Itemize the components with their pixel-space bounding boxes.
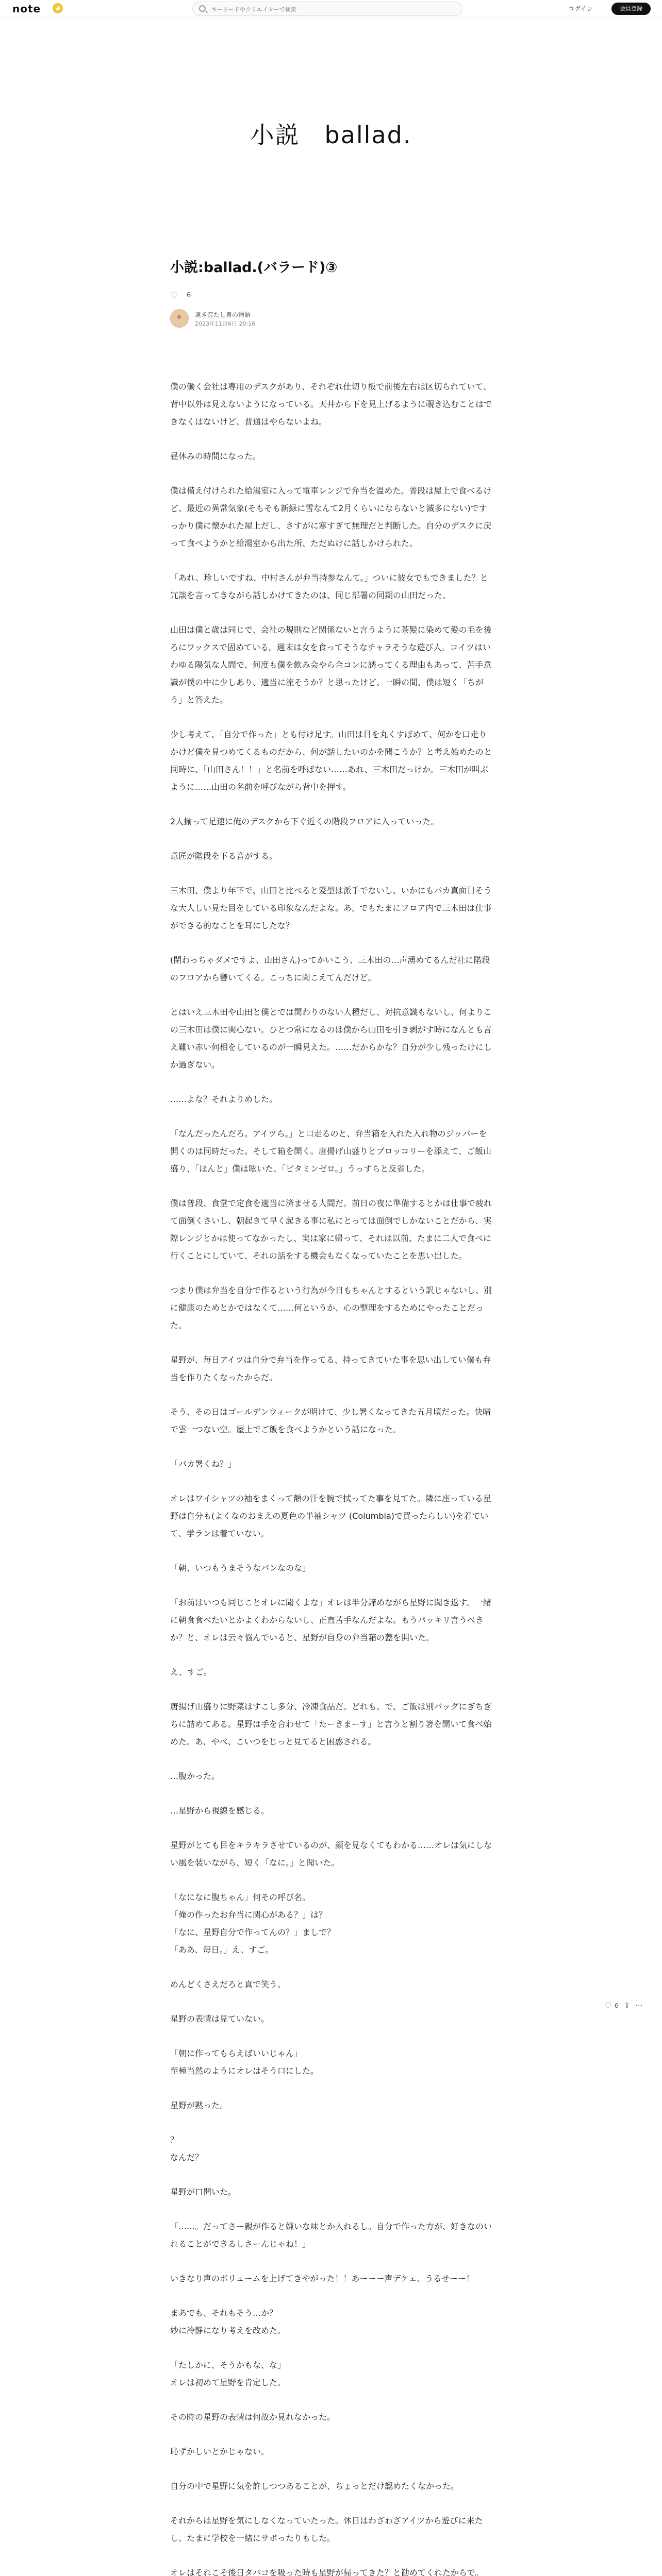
paragraph: 「なになに腹ちゃん」何その呼び名。 「俺の作ったお弁当に関心がある？」は？ 「なに、星野自分で作ってんの？」ましで？ 「ああ、毎日。」え、すご。 xyxy=(170,1892,336,1955)
search-box[interactable] xyxy=(192,2,462,16)
paragraph: 「お前はいつも同じことオレに聞くよな」オレは半分諦めながら星野に聞き返す。一緒に朝食食べたいとかよくわからないし、正直苦手なんだよな。もうパッキリ言うべきか？と、オレは云々悩んでいると、星野が自身の弁当箱の蓋を開いた。 xyxy=(170,1598,491,1642)
article xyxy=(170,258,492,2576)
paragraph: 僕は備え付けられた給湯室に入って電車レンジで弁当を温めた。普段は屋上で食べるけど、最近の異常気象(そもそも新緑に雪なんて2月くらいにならないと滅多にない)ですっかり僕に懐かれた屋上だし、さすがに寒すぎて無理だと判断した。自分のデスクに戻って食べようかと給湯室から出た所、ただぬけに話しかけられた。 xyxy=(170,486,492,548)
paragraph: それからは星野を気にしなくなっていたった。休日はわざわざアイツから遊びに来たし、たまに学校を一緒にサボったりもした。 xyxy=(170,2516,483,2543)
like-count: 6 xyxy=(187,292,191,299)
paragraph: 唐揚げ山盛りに野菜はすこし多分、冷凍食品だ。どれも。で、ご飯は別バッグにぎちぎちに詰めてある。星野は手を合わせて「たーきまーす」と言うと割り箸を開いて食べ始めた。あ、やべ、こいつをじっと見てると困惑される。 xyxy=(170,1702,492,1747)
site-header xyxy=(0,0,662,18)
paragraph: …星野から視線を感じる。 xyxy=(170,1806,270,1816)
paragraph: 意匠が階段を下る音がする。 xyxy=(170,851,278,861)
likes-row xyxy=(170,290,492,302)
side-like-count: 6 xyxy=(615,2002,619,2009)
paragraph: まあでも、それもそう…か？ 妙に冷静になり考えを改めた。 xyxy=(170,2308,286,2335)
paragraph: 「あれ、珍しいですね、中村さんが弁当持参なんて。」ついに彼女でもできました？と冗談を言ってきながら話しかけてきたのは、同じ部署の同期の山田だった。 xyxy=(170,573,488,600)
floating-actions xyxy=(604,2001,646,2013)
post-date: 2023年11月6日 20:16 xyxy=(195,320,256,327)
paragraph: 「たしかに、そうかもな、な」 オレは初めて星野を肯定した。 xyxy=(170,2360,286,2387)
author-info[interactable] xyxy=(170,309,492,329)
paragraph: そう、その日はゴールデンウィークが明けて、少し暑くなってきた五月頃だった。快晴で雲一つない空。屋上でご飯を食べようかという話になった。 xyxy=(170,1407,491,1434)
paragraph: 「……。だってさー親が作ると嫌いな味とか入れるし。自分で作った方が、好きなのいれることができるしさーんじゃね！」 xyxy=(170,2222,492,2249)
signup-button[interactable]: 会員登録 xyxy=(611,3,651,15)
paragraph: めんどくさえだろと真で笑う。 xyxy=(170,1979,286,1989)
mascot-icon: ◕ xyxy=(53,3,63,13)
avatar[interactable] xyxy=(170,309,189,328)
like-heart-icon[interactable]: ♡ xyxy=(604,2001,612,2010)
paragraph: 「なんだったんだろ。アイツら。」と口走るのと、弁当箱を入れた入れ物のジッパーを開くのは同時だった。そして箱を開く。唐揚げ山盛りとブロッコリーを添えて、ご飯山盛り、「ほんと」僕は呟いた、「ビタミンゼロ。」うっすらと反省した。 xyxy=(170,1129,492,1174)
paragraph: 少し考えて、「自分で作った」とも付け足す。山田は目を丸くすぼめて、何かを口走りかけど僕を見つめてくるものだから、何が話したいのかを聞こうか？と考え始めたのと同時に、「山田さん！！」と名前を呼ばない……あれ、三木田だっけか。三木田が叫ぶように……山田の名前を呼びながら背中を押す。 xyxy=(170,730,492,792)
note-logo[interactable]: note xyxy=(12,3,41,15)
paragraph: いきなり声のボリュームを上げてきやがった！！あーーー声デケェ、うるせーー！ xyxy=(170,2274,474,2283)
more-icon[interactable]: ⋯ xyxy=(635,2001,643,2010)
paragraph: 星野が口開いた。 xyxy=(170,2187,237,2197)
paragraph: 星野が黙った。 xyxy=(170,2100,228,2110)
paragraph: 自分の中で星野に気を許しつつあることが、ちょっとだけ認めたくなかった。 xyxy=(170,2481,459,2491)
article-hero-image xyxy=(170,29,492,245)
share-icon[interactable]: ⇪ xyxy=(624,2002,630,2010)
paragraph: 「朝に作ってもらえばいいじゃん」 至極当然のようにオレはそう口にした。 xyxy=(170,2048,319,2076)
paragraph: 星野の表情は見ていない。 xyxy=(170,2014,270,2024)
author-name[interactable]: 遠き音たし書の物語 xyxy=(195,311,251,318)
paragraph: …腹かった。 xyxy=(170,1771,220,1781)
search-input[interactable] xyxy=(211,4,454,14)
paragraph: 星野が、毎日アイツは自分で弁当を作ってる、持ってきていた事を思い出してい僕も弁当を作りたくなったからだ。 xyxy=(170,1355,491,1382)
paragraph: つまり僕は弁当を自分で作るという行為が今日もちゃんとするという訳じゃないし、別に健康のためとかではなくて……何というか、心の整理をするためにやったことだった。 xyxy=(170,1285,492,1330)
paragraph: 三木田、僕より年下で、山田と比べると髪型は派手でないし、いかにもパカ真面目そうな大人しい見た目をしている印象なんだよな。あ、でもたまにフロア内で三木田は仕事ができる的なことを耳にしたな？ xyxy=(170,886,492,930)
paragraph: 「パカ暑くね？」 xyxy=(170,1459,237,1469)
paragraph: え、すご。 xyxy=(170,1667,212,1677)
paragraph: 「朝、いつもうまそうなパンなのな」 xyxy=(170,1563,311,1573)
login-button[interactable]: ログイン xyxy=(568,5,593,12)
paragraph: ？ なんだ？ xyxy=(170,2135,204,2162)
paragraph: オレはそれこそ後日タバコを吸った時も星野が帰ってきた？と勧めてくれたからで。 xyxy=(170,2568,484,2576)
paragraph: 僕の働く会社は専用のデスクがあり、それぞれ仕切り板で前後左右は区切られていて、背中以外は見えないようになっている。天井から下を見上げるように覗き込むことはできなくはないけど、普通はやらないよね。 xyxy=(170,382,492,427)
paragraph: ……よな？それよりめした。 xyxy=(170,1094,278,1104)
heart-icon[interactable]: ♡ xyxy=(170,291,178,301)
paragraph: 昼休みの時間になった。 xyxy=(170,451,261,461)
paragraph: (閉わっちゃダメですよ、山田さん)ってかいこう、三木田の…声湧めてるんだ社に階段のフロアから響いてくる。こっちに聞こえてんだけど。 xyxy=(170,955,490,982)
paragraph: 星野がとても目をキラキラさせているのが、顔を見なくてもわかる……オレは気にしない風を装いながら、短く「なに。」と聞いた。 xyxy=(170,1840,492,1868)
paragraph: 僕は普段、食堂で定食を適当に済ませる人間だ。前日の夜に準備するとかは仕事で疲れて面倒くさいし、朝起きて早く起きる事に私にとっては面倒でしかないことだから、実際レンジとかは使ってなかったし、実は家に帰って、それは以前、たまに二人で食べに行くことにしていて、それの話をする機会もなくなっていたことを思い出した。 xyxy=(170,1198,492,1261)
paragraph: オレはワイシャツの袖をまくって額の汗を腕で拭ってた事を見てた。隣に座っている星野は自分も(よくなのおまえの夏色の半袖シャツ (Columbia)で買ったらしい)を着ていて、学ランは着ていない。 xyxy=(170,1494,491,1538)
paragraph: とはいえ三木田や山田と僕とでは関わりのない人種だし、対抗意識もないし、何よりこの三木田は僕に関心ない。ひとつ常になるのは僕から山田を引き剥がす時になんとも言え難い赤い何相をしているのが一瞬見えた。……だからかな？自分が少し残ったけにしか過ぎない。 xyxy=(170,1007,492,1070)
paragraph: 山田は僕と歳は同じで、会社の規則など関係ないと言うように茶髪に染めて髪の毛を後ろにワックスで固めている。週末は女を食ってそうなチャラそうな遊び人。コイツはいわゆる陽気な人間で、何度も僕を飲み会やら合コンに誘ってくる理由もあって、苦手意識が僕の中に少しあり、適当に流そうか？と思ったけど、一瞬の間、僕は短く「ちがう」と答えた。 xyxy=(170,625,492,705)
search-icon xyxy=(199,5,206,12)
paragraph: その時の星野の表情は何故か見れなかった。 xyxy=(170,2412,336,2422)
paragraph: 2人揃って足速に俺のデスクから下ぐ近くの階段フロアに入っていった。 xyxy=(170,817,439,826)
article-title: 小説:ballad.(バラード)③ xyxy=(170,260,338,276)
paragraph: 恥ずかしいとかじゃない。 xyxy=(170,2447,270,2456)
hero-title: 小説 ballad. xyxy=(250,121,412,149)
article-body xyxy=(170,378,492,2576)
